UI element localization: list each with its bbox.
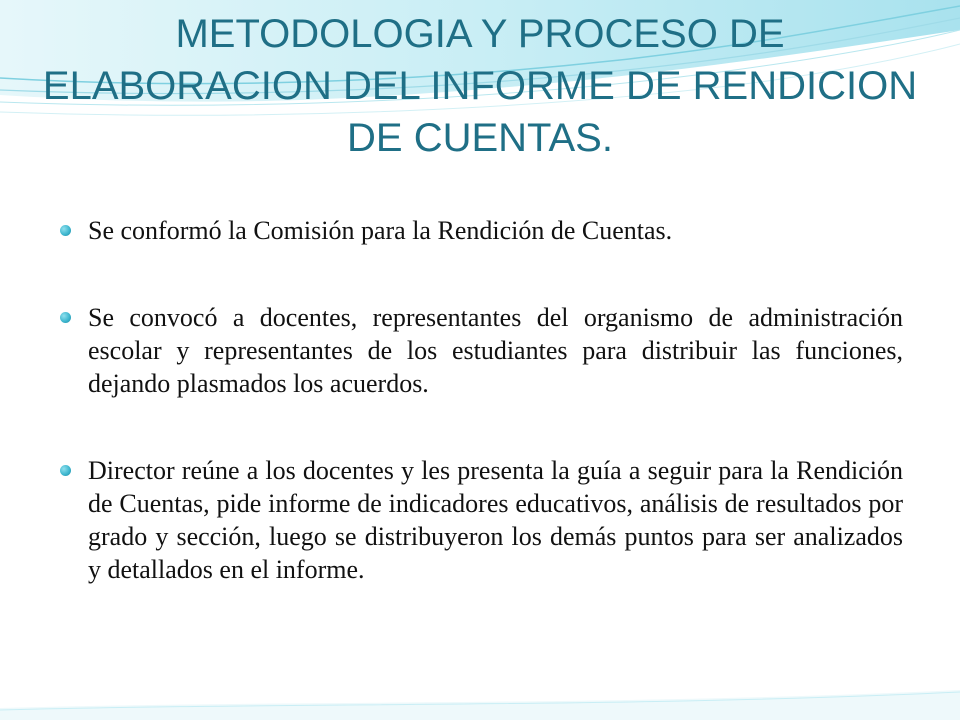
bullet-text: Se conformó la Comisión para la Rendición de Cuentas. (88, 216, 673, 245)
bullet-item (58, 214, 903, 247)
bullet-item (58, 454, 903, 586)
bullet-dot-icon (60, 465, 71, 476)
bullet-list (58, 214, 903, 586)
slide-title: METODOLOGIA Y PROCESO DE ELABORACION DEL INFORME DE RENDICION DE CUENTAS. (42, 12, 918, 160)
bullet-item (58, 301, 903, 400)
bullet-dot-icon (60, 225, 71, 236)
bullet-text: Director reúne a los docentes y les presenta la guía a seguir para la Rendición de Cuentas, pide informe de indicadores educativos, análisis de resultados por grado y sección, luego se distribuyeron los demás puntos para ser analizados y detallados en el informe. (88, 456, 903, 584)
footer-wave-decoration (0, 680, 960, 720)
bullet-dot-icon (60, 312, 71, 323)
bullet-text: Se convocó a docentes, representantes del organismo de administración escolar y representantes de los estudiantes para distribuir las funciones, dejando plasmados los acuerdos. (88, 303, 903, 398)
